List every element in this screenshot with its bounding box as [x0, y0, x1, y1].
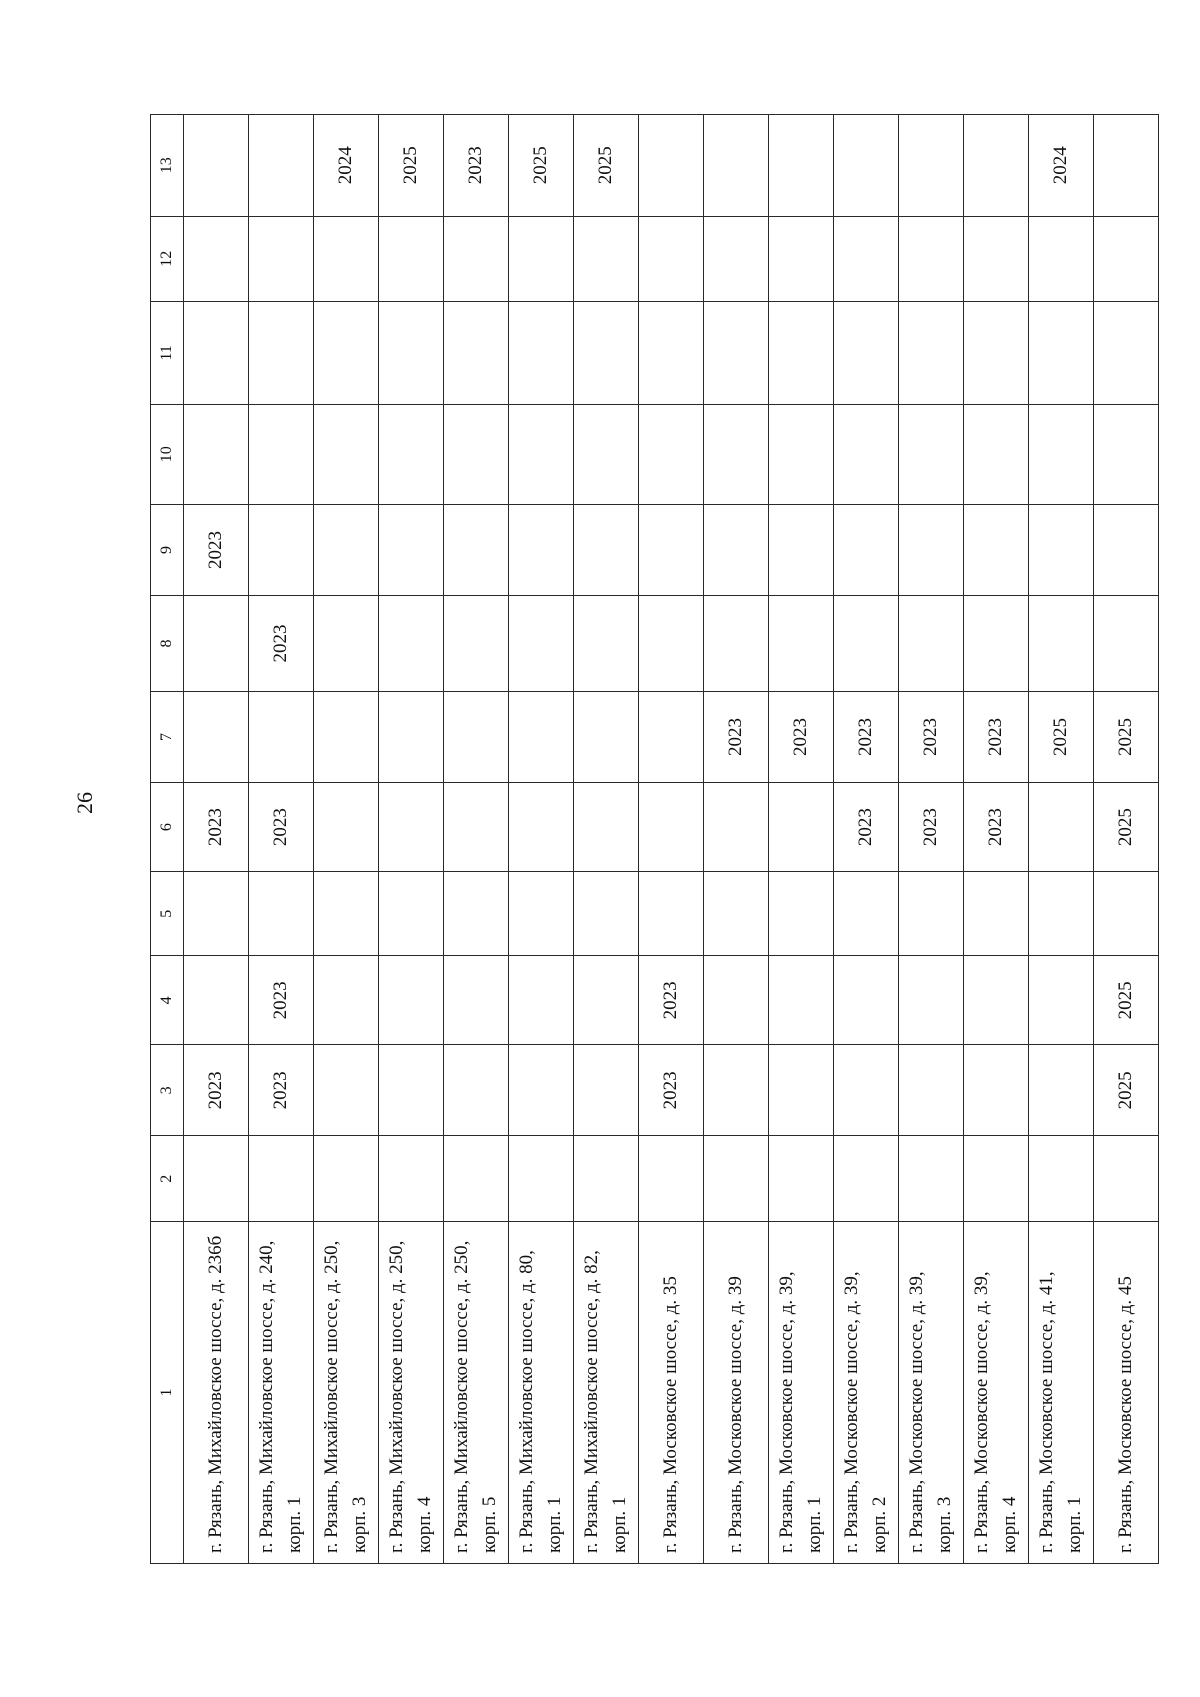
year-cell	[899, 956, 964, 1045]
year-cell	[899, 115, 964, 217]
table-row	[249, 115, 314, 1564]
year-cell: 2023	[899, 691, 964, 782]
year-cell	[509, 783, 574, 872]
year-cell	[834, 956, 899, 1045]
year-cell	[184, 956, 249, 1045]
address-cell: г. Рязань, Михайловское шоссе, д. 240, корп. 1	[249, 1222, 314, 1564]
year-cell	[444, 872, 509, 956]
year-cell	[1029, 783, 1094, 872]
year-cell	[1094, 596, 1159, 692]
column-header: 9	[151, 504, 184, 595]
year-cell: 2023	[249, 956, 314, 1045]
address-cell: г. Рязань, Московское шоссе, д. 35	[639, 1222, 704, 1564]
address-cell: г. Рязань, Московское шоссе, д. 39, корп. 3	[899, 1222, 964, 1564]
year-cell	[509, 404, 574, 504]
year-cell	[574, 504, 639, 595]
year-cell	[574, 1045, 639, 1136]
year-cell	[1029, 404, 1094, 504]
year-cell	[639, 115, 704, 217]
year-cell: 2025	[379, 115, 444, 217]
year-cell	[444, 596, 509, 692]
year-cell	[444, 783, 509, 872]
year-cell	[834, 216, 899, 302]
table-body	[184, 115, 1159, 1564]
column-header: 8	[151, 596, 184, 692]
year-cell: 2025	[1094, 691, 1159, 782]
year-cell	[704, 783, 769, 872]
year-cell	[899, 872, 964, 956]
address-cell: г. Рязань, Михайловское шоссе, д. 250, корп. 4	[379, 1222, 444, 1564]
page-number: 26	[72, 792, 97, 814]
year-cell	[769, 216, 834, 302]
table-row	[639, 115, 704, 1564]
year-cell	[574, 302, 639, 405]
year-cell	[574, 872, 639, 956]
year-cell	[184, 115, 249, 217]
year-cell: 2023	[899, 783, 964, 872]
year-cell	[574, 691, 639, 782]
year-cell	[184, 302, 249, 405]
year-cell	[574, 1136, 639, 1222]
year-cell: 2023	[639, 1045, 704, 1136]
year-cell	[704, 504, 769, 595]
year-cell	[1094, 504, 1159, 595]
year-cell: 2023	[834, 691, 899, 782]
year-cell	[964, 504, 1029, 595]
year-cell: 2023	[249, 783, 314, 872]
schedule-table-container	[150, 114, 1136, 1564]
year-cell	[704, 872, 769, 956]
year-cell	[444, 216, 509, 302]
year-cell	[834, 115, 899, 217]
table-row	[574, 115, 639, 1564]
year-cell	[899, 596, 964, 692]
year-cell	[509, 691, 574, 782]
year-cell: 2023	[964, 691, 1029, 782]
year-cell	[444, 504, 509, 595]
year-cell	[379, 872, 444, 956]
year-cell	[769, 956, 834, 1045]
year-cell	[444, 404, 509, 504]
year-cell	[314, 783, 379, 872]
column-header: 13	[151, 115, 184, 217]
year-cell	[1094, 216, 1159, 302]
year-cell	[899, 302, 964, 405]
column-header: 1	[151, 1222, 184, 1564]
year-cell	[509, 1136, 574, 1222]
table-row	[509, 115, 574, 1564]
year-cell	[834, 1136, 899, 1222]
schedule-table	[150, 114, 1159, 1564]
year-cell	[834, 596, 899, 692]
year-cell	[704, 596, 769, 692]
year-cell	[379, 216, 444, 302]
year-cell: 2025	[1094, 1045, 1159, 1136]
year-cell	[444, 1045, 509, 1136]
table-row	[314, 115, 379, 1564]
column-header: 2	[151, 1136, 184, 1222]
year-cell	[834, 504, 899, 595]
year-cell	[509, 504, 574, 595]
year-cell	[964, 1045, 1029, 1136]
year-cell	[184, 872, 249, 956]
column-header: 11	[151, 302, 184, 405]
year-cell	[769, 302, 834, 405]
year-cell	[1029, 302, 1094, 405]
table-row	[1094, 115, 1159, 1564]
year-cell	[509, 302, 574, 405]
year-cell	[1094, 404, 1159, 504]
year-cell	[964, 596, 1029, 692]
year-cell: 2023	[769, 691, 834, 782]
year-cell: 2023	[184, 1045, 249, 1136]
table-row	[379, 115, 444, 1564]
year-cell	[1094, 302, 1159, 405]
year-cell	[834, 872, 899, 956]
year-cell: 2023	[249, 1045, 314, 1136]
year-cell	[314, 691, 379, 782]
year-cell	[379, 404, 444, 504]
year-cell	[899, 1136, 964, 1222]
year-cell	[964, 956, 1029, 1045]
year-cell	[1029, 956, 1094, 1045]
year-cell	[1029, 596, 1094, 692]
year-cell	[574, 216, 639, 302]
year-cell	[1094, 1136, 1159, 1222]
year-cell	[509, 872, 574, 956]
year-cell: 2025	[1094, 783, 1159, 872]
year-cell	[314, 596, 379, 692]
address-cell: г. Рязань, Московское шоссе, д. 39, корп. 4	[964, 1222, 1029, 1564]
year-cell: 2023	[704, 691, 769, 782]
year-cell	[184, 404, 249, 504]
year-cell	[444, 956, 509, 1045]
year-cell	[769, 1045, 834, 1136]
year-cell	[184, 691, 249, 782]
year-cell	[964, 302, 1029, 405]
year-cell	[834, 302, 899, 405]
year-cell	[249, 404, 314, 504]
year-cell	[574, 956, 639, 1045]
column-header: 12	[151, 216, 184, 302]
address-cell: г. Рязань, Московское шоссе, д. 39	[704, 1222, 769, 1564]
year-cell	[704, 115, 769, 217]
year-cell	[1029, 872, 1094, 956]
year-cell	[639, 783, 704, 872]
year-cell	[1094, 115, 1159, 217]
year-cell	[769, 596, 834, 692]
year-cell: 2023	[249, 596, 314, 692]
year-cell	[509, 216, 574, 302]
year-cell	[639, 1136, 704, 1222]
year-cell	[964, 115, 1029, 217]
year-cell	[314, 216, 379, 302]
column-header: 6	[151, 783, 184, 872]
year-cell	[769, 404, 834, 504]
year-cell	[1029, 1045, 1094, 1136]
year-cell	[899, 404, 964, 504]
year-cell	[769, 872, 834, 956]
year-cell	[769, 1136, 834, 1222]
year-cell	[249, 115, 314, 217]
year-cell	[639, 302, 704, 405]
year-cell	[249, 691, 314, 782]
year-cell	[964, 1136, 1029, 1222]
year-cell	[314, 1136, 379, 1222]
year-cell	[509, 596, 574, 692]
address-cell: г. Рязань, Михайловское шоссе, д. 236б	[184, 1222, 249, 1564]
address-cell: г. Рязань, Михайловское шоссе, д. 250, корп. 3	[314, 1222, 379, 1564]
year-cell	[639, 216, 704, 302]
year-cell	[704, 302, 769, 405]
table-row	[1029, 115, 1094, 1564]
year-cell	[899, 504, 964, 595]
year-cell	[249, 504, 314, 595]
year-cell	[314, 956, 379, 1045]
table-row	[184, 115, 249, 1564]
year-cell	[769, 783, 834, 872]
year-cell	[639, 596, 704, 692]
year-cell	[1029, 504, 1094, 595]
address-cell: г. Рязань, Московское шоссе, д. 41, корп. 1	[1029, 1222, 1094, 1564]
table-row	[704, 115, 769, 1564]
year-cell: 2023	[639, 956, 704, 1045]
year-cell: 2023	[964, 783, 1029, 872]
year-cell	[249, 1136, 314, 1222]
year-cell	[184, 1136, 249, 1222]
year-cell	[379, 1136, 444, 1222]
year-cell	[379, 1045, 444, 1136]
address-cell: г. Рязань, Московское шоссе, д. 39, корп. 1	[769, 1222, 834, 1564]
table-row	[834, 115, 899, 1564]
year-cell	[639, 504, 704, 595]
year-cell	[899, 216, 964, 302]
year-cell: 2023	[834, 783, 899, 872]
year-cell: 2025	[509, 115, 574, 217]
year-cell: 2025	[574, 115, 639, 217]
year-cell: 2024	[314, 115, 379, 217]
year-cell	[769, 504, 834, 595]
column-header: 3	[151, 1045, 184, 1136]
address-cell: г. Рязань, Московское шоссе, д. 39, корп. 2	[834, 1222, 899, 1564]
table-row	[769, 115, 834, 1564]
year-cell	[1029, 216, 1094, 302]
year-cell	[379, 956, 444, 1045]
year-cell	[249, 216, 314, 302]
year-cell	[899, 1045, 964, 1136]
year-cell	[379, 596, 444, 692]
year-cell	[964, 216, 1029, 302]
table-row	[899, 115, 964, 1564]
address-cell: г. Рязань, Михайловское шоссе, д. 82, корп. 1	[574, 1222, 639, 1564]
year-cell: 2025	[1029, 691, 1094, 782]
year-cell: 2025	[1094, 956, 1159, 1045]
year-cell	[639, 404, 704, 504]
table-row	[444, 115, 509, 1564]
column-header: 10	[151, 404, 184, 504]
year-cell	[1029, 1136, 1094, 1222]
year-cell	[574, 783, 639, 872]
year-cell	[379, 783, 444, 872]
year-cell	[704, 956, 769, 1045]
column-header: 5	[151, 872, 184, 956]
year-cell	[704, 1136, 769, 1222]
table-row	[964, 115, 1029, 1564]
address-cell: г. Рязань, Михайловское шоссе, д. 80, корп. 1	[509, 1222, 574, 1564]
year-cell	[249, 302, 314, 405]
year-cell: 2023	[184, 504, 249, 595]
year-cell	[314, 872, 379, 956]
column-header: 4	[151, 956, 184, 1045]
year-cell	[964, 404, 1029, 504]
year-cell	[314, 404, 379, 504]
year-cell	[444, 302, 509, 405]
year-cell	[444, 691, 509, 782]
year-cell	[379, 504, 444, 595]
year-cell	[444, 1136, 509, 1222]
year-cell	[509, 956, 574, 1045]
year-cell	[184, 216, 249, 302]
year-cell	[639, 872, 704, 956]
year-cell	[314, 302, 379, 405]
year-cell	[639, 691, 704, 782]
year-cell	[249, 872, 314, 956]
header-row	[151, 115, 184, 1564]
year-cell	[704, 404, 769, 504]
year-cell	[1094, 872, 1159, 956]
year-cell	[379, 302, 444, 405]
year-cell: 2023	[184, 783, 249, 872]
address-cell: г. Рязань, Московское шоссе, д. 45	[1094, 1222, 1159, 1564]
address-cell: г. Рязань, Михайловское шоссе, д. 250, корп. 5	[444, 1222, 509, 1564]
year-cell	[574, 404, 639, 504]
year-cell	[964, 872, 1029, 956]
year-cell	[834, 1045, 899, 1136]
year-cell: 2024	[1029, 115, 1094, 217]
year-cell	[184, 596, 249, 692]
year-cell	[704, 1045, 769, 1136]
year-cell: 2023	[444, 115, 509, 217]
year-cell	[574, 596, 639, 692]
year-cell	[769, 115, 834, 217]
year-cell	[314, 1045, 379, 1136]
year-cell	[509, 1045, 574, 1136]
year-cell	[314, 504, 379, 595]
year-cell	[834, 404, 899, 504]
column-header: 7	[151, 691, 184, 782]
year-cell	[379, 691, 444, 782]
year-cell	[704, 216, 769, 302]
